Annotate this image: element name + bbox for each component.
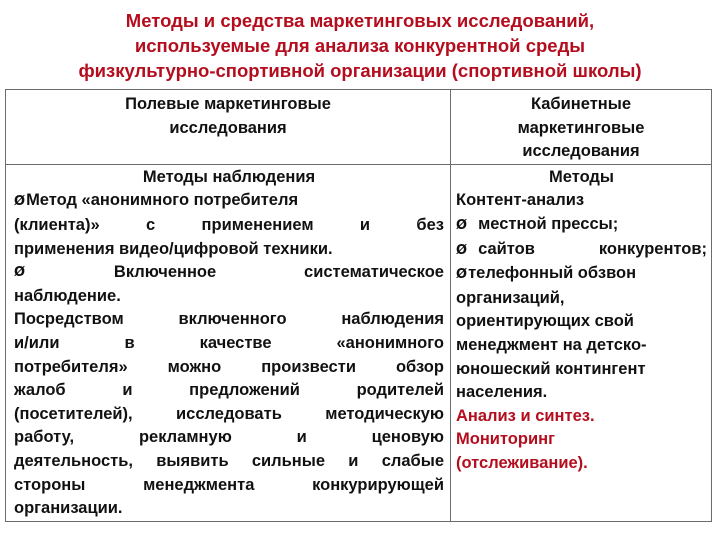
analysis-synthesis-label: Анализ и синтез. [456, 406, 595, 425]
monitoring-label: Мониторинг [456, 430, 555, 449]
tracking-label: (отслеживание). [456, 453, 588, 472]
header-line: исследования [169, 118, 287, 137]
text-line: работу, рекламную и ценовую [14, 428, 444, 447]
header-line: маркетинговые [517, 118, 645, 137]
list-item: Ø Включенное систематическое [14, 261, 444, 285]
title-line: Методы и средства маркетинговых исследований, [125, 10, 595, 31]
methods-heading: Методы [549, 167, 614, 186]
list-item: Ø местной прессы; [456, 214, 619, 233]
arrow-bullet-icon: Ø [456, 242, 468, 258]
text-line: Посредством включенного наблюдения [14, 310, 444, 329]
text-line: (посетителей), исследовать методическую [14, 404, 444, 423]
page-title [0, 8, 720, 83]
header-row [6, 90, 712, 165]
title-line: используемые для анализа конкурентной среды [134, 35, 586, 56]
list-item: ØМетод «анонимного потребителя [14, 191, 299, 210]
arrow-bullet-icon: Ø [456, 217, 468, 233]
text-line: и/или в качестве «анонимного [14, 333, 444, 352]
title-line: физкультурно-спортивной организации (спортивной школы) [78, 60, 642, 81]
text-line: менеджмент на детско- [456, 335, 647, 354]
text-line: (клиента)» с применением и без [14, 215, 444, 234]
list-item: Ø сайтов конкурентов; [456, 239, 707, 258]
field-methods-cell [6, 164, 451, 521]
text-line: потребителя» можно произвести обзор [14, 357, 444, 376]
header-line: исследования [522, 142, 640, 161]
list-item: Øтелефонный обзвон [456, 264, 637, 283]
arrow-bullet-icon: Ø [14, 265, 26, 281]
arrow-bullet-icon: Ø [14, 194, 26, 210]
text-line: жалоб и предложений родителей [14, 381, 444, 400]
methods-table [5, 89, 712, 522]
text-line: населения. [456, 383, 548, 402]
arrow-bullet-icon: Ø [456, 267, 468, 283]
body-row [6, 164, 712, 521]
text-line: организации. [14, 499, 123, 518]
text-line: деятельность, выявить сильные и слабые [14, 451, 444, 470]
desk-methods-cell [451, 164, 712, 521]
text-line: применения видео/цифровой техники. [14, 239, 333, 258]
content-analysis-label: Контент-анализ [456, 191, 585, 210]
observation-methods-heading: Методы наблюдения [142, 167, 316, 186]
field-research-header [6, 90, 451, 165]
text-line: ориентирующих свой [456, 312, 634, 331]
header-line: Кабинетные [530, 95, 632, 113]
text-line: юношеский контингент [456, 359, 646, 378]
text-line: организаций, [456, 288, 565, 307]
text-line: стороны менеджмента конкурирующей [14, 475, 444, 494]
desk-research-header [451, 90, 712, 165]
text-line: наблюдение. [14, 286, 121, 305]
header-line: Полевые маркетинговые [125, 95, 331, 113]
